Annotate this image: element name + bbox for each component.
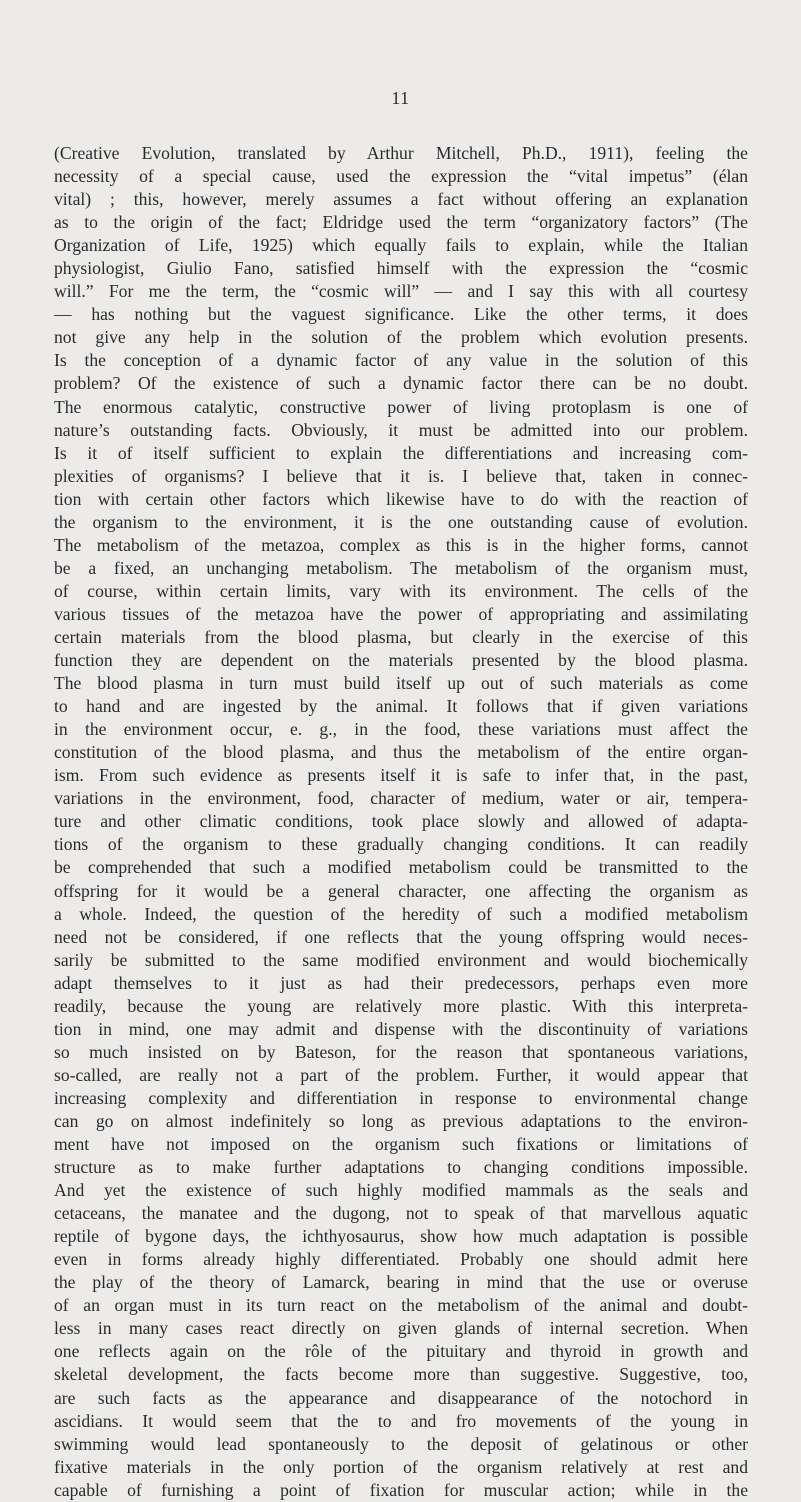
text-line: not give any help in the solution of the problem which evolution presents.	[54, 327, 748, 348]
text-line: The blood plasma in turn must build itself up out of such materials as come	[54, 673, 748, 694]
text-line: even in forms already highly differentiated. Probably one should admit here	[54, 1249, 748, 1270]
body-text	[54, 142, 748, 1502]
text-line: And yet the existence of such highly modified mammals as the seals and	[54, 1180, 748, 1201]
text-line: Organization of Life, 1925) which equally fails to explain, while the Italian	[54, 235, 748, 256]
text-line: a whole. Indeed, the question of the heredity of such a modified metabolism	[54, 903, 748, 924]
text-line: constitution of the blood plasma, and thus the metabolism of the entire organ-	[54, 742, 748, 763]
text-line: skeletal development, the facts become more than suggestive. Suggestive, too,	[54, 1364, 748, 1385]
text-line: need not be considered, if one reflects that the young offspring would neces-	[54, 926, 748, 947]
text-line: structure as to make further adaptations to changing conditions impossible.	[54, 1157, 748, 1178]
text-line: capable of furnishing a point of fixation for muscular action; while in the	[54, 1479, 748, 1500]
text-line: tion with certain other factors which likewise have to do with the reaction of	[54, 488, 748, 509]
text-line: of an organ must in its turn react on the metabolism of the animal and doubt-	[54, 1295, 748, 1316]
text-line: readily, because the young are relatively more plastic. With this interpreta-	[54, 995, 748, 1016]
text-line: nature’s outstanding facts. Obviously, it must be admitted into our problem.	[54, 419, 748, 440]
text-line: Is the conception of a dynamic factor of any value in the solution of this	[54, 350, 748, 371]
text-line: be a fixed, an unchanging metabolism. The metabolism of the organism must,	[54, 557, 748, 578]
text-line: fixative materials in the only portion of the organism relatively at rest and	[54, 1456, 748, 1477]
text-line: The enormous catalytic, constructive power of living protoplasm is one of	[54, 396, 748, 417]
text-line: plexities of organisms? I believe that it is. I believe that, taken in connec-	[54, 465, 748, 486]
text-line: to hand and are ingested by the animal. It follows that if given variations	[54, 696, 748, 717]
text-line: certain materials from the blood plasma, but clearly in the exercise of this	[54, 626, 748, 647]
text-line: tion in mind, one may admit and dispense with the discontinuity of variations	[54, 1018, 748, 1039]
text-line: the play of the theory of Lamarck, bearing in mind that the use or overuse	[54, 1272, 748, 1293]
text-line: — has nothing but the vaguest significance. Like the other terms, it does	[54, 304, 748, 325]
text-line: will.” For me the term, the “cosmic will” — and I say this with all courtesy	[54, 281, 748, 302]
text-line: swimming would lead spontaneously to the deposit of gelatinous or other	[54, 1433, 748, 1454]
text-line: problem? Of the existence of such a dynamic factor there can be no doubt.	[54, 373, 748, 394]
text-line: one reflects again on the rôle of the pituitary and thyroid in growth and	[54, 1341, 748, 1362]
text-line: ment have not imposed on the organism such fixations or limitations of	[54, 1134, 748, 1155]
text-line: less in many cases react directly on given glands of internal secretion. When	[54, 1318, 748, 1339]
text-line: so-called, are really not a part of the problem. Further, it would appear that	[54, 1064, 748, 1085]
text-line: be comprehended that such a modified metabolism could be transmitted to the	[54, 857, 748, 878]
text-line: offspring for it would be a general character, one affecting the organism as	[54, 880, 748, 901]
text-line: various tissues of the metazoa have the power of appropriating and assimilating	[54, 603, 748, 624]
text-line: sarily be submitted to the same modified environment and would biochemically	[54, 949, 748, 970]
text-line: cetaceans, the manatee and the dugong, not to speak of that marvellous aquatic	[54, 1203, 748, 1224]
text-line: physiologist, Giulio Fano, satisfied himself with the expression the “cosmic	[54, 258, 748, 279]
text-line: increasing complexity and differentiation in response to environmental change	[54, 1087, 748, 1108]
text-line: the organism to the environment, it is the one outstanding cause of evolution.	[54, 511, 748, 532]
text-line: function they are dependent on the materials presented by the blood plasma.	[54, 650, 748, 671]
text-line: variations in the environment, food, character of medium, water or air, tempera-	[54, 788, 748, 809]
page-number: 11	[391, 88, 410, 108]
text-line: necessity of a special cause, used the expression the “vital impetus” (élan	[54, 166, 748, 187]
text-line: Is it of itself sufficient to explain the differentiations and increasing com-	[54, 442, 748, 463]
text-line: of course, within certain limits, vary with its environment. The cells of the	[54, 580, 748, 601]
text-line: tions of the organism to these gradually changing conditions. It can readily	[54, 834, 748, 855]
text-line: (Creative Evolution, translated by Arthur Mitchell, Ph.D., 1911), feeling the	[54, 143, 748, 163]
text-line: as to the origin of the fact; Eldridge used the term “organizatory factors” (The	[54, 212, 748, 233]
text-line: are such facts as the appearance and disappearance of the notochord in	[54, 1387, 748, 1408]
text-line: ture and other climatic conditions, took place slowly and allowed of adapta-	[54, 811, 748, 832]
text-line: vital) ; this, however, merely assumes a fact without offering an explanation	[54, 189, 748, 210]
text-line: can go on almost indefinitely so long as previous adaptations to the environ-	[54, 1110, 748, 1131]
text-line: adapt themselves to it just as had their predecessors, perhaps even more	[54, 972, 748, 993]
text-line: in the environment occur, e. g., in the food, these variations must affect the	[54, 719, 748, 740]
text-line: reptile of bygone days, the ichthyosaurus, show how much adaptation is possible	[54, 1226, 748, 1247]
text-line: The metabolism of the metazoa, complex as this is in the higher forms, cannot	[54, 534, 748, 555]
text-line: ascidians. It would seem that the to and fro movements of the young in	[54, 1410, 748, 1431]
text-line: ism. From such evidence as presents itself it is safe to infer that, in the past,	[54, 765, 748, 786]
text-line: so much insisted on by Bateson, for the reason that spontaneous variations,	[54, 1041, 748, 1062]
